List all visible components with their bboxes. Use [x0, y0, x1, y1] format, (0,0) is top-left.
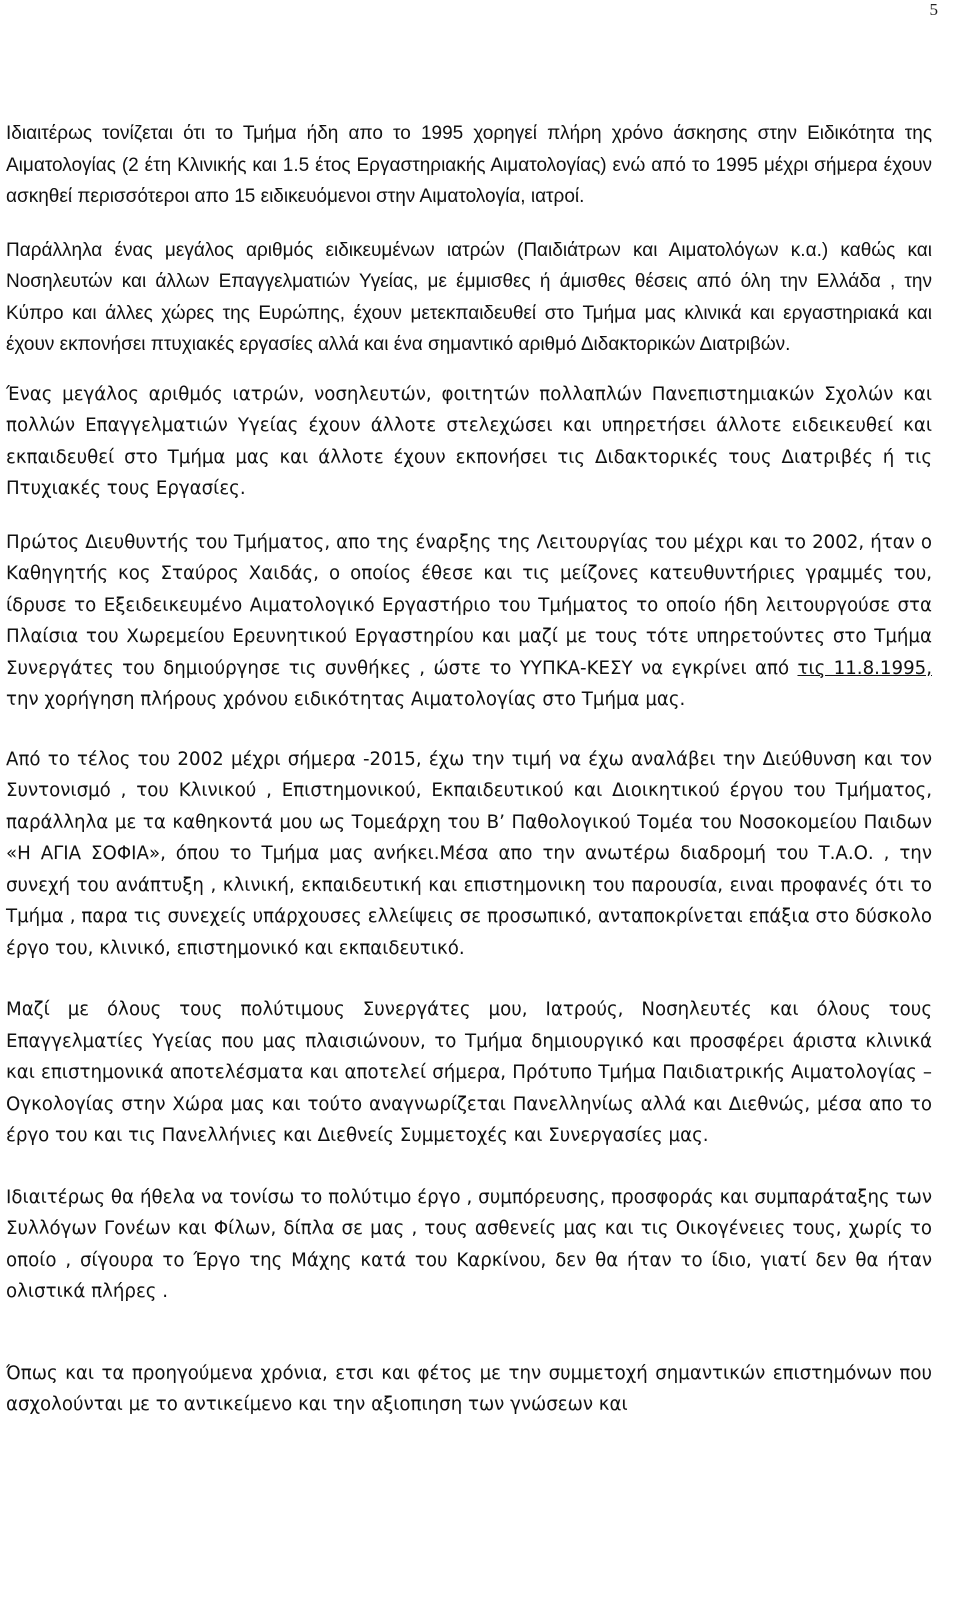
paragraph-parents-associations: Ιδιαιτέρως θα ήθελα να τονίσω το πολύτιμο έργο , συμπόρευσης, προσφοράς και συμπαράταξης των Συλλόγων Γονέων και Φίλων, δίπλα σε μας , τους ασθενείς μας και τις Οικογένειες τους, χωρίς το οποίο , σίγουρα το Έργο της Μάχης κατά του Καρκίνου, δεν θα ήταν το ίδιο, γιατί δεν θα ήταν ολιστικά πλήρες . [6, 1186, 932, 1302]
page-number: 5 [929, 0, 938, 19]
paragraph-staff-students: Ένας μεγάλος αριθμός ιατρών, νοσηλευτών, φοιτητών πολλαπλών Πανεπιστημιακών Σχολών και πολλών Επαγγελματιών Υγείας έχουν άλλοτε στελεχώσει και υπηρετήσει άλλοτε ειδεικευθεί και εκπαιδευθεί στο Τμήμα μας και άλλοτε έχουν εκπονήσει τις Διδακτορικές τους Διατριβές ή τις Πτυχιακές τους Εργασίες. [6, 383, 932, 499]
paragraph-first-director-text: Πρώτος Διευθυντής του Τμήματος, απο της έναρξης της Λειτουργίας του μέχρι και το 2002, ήταν ο Καθηγητής κος Σταύρος Χαιδάς, ο οποίος έθεσε και τις μείζονες κατευθυντήριες γραμμές του, ίδρυσε το Εξειδεικευμένο Αιματολογικό Εργαστήριο του Τμήματος το οποίο ήδη λειτουργούσε στα Πλαίσια του Χωρεμείου Ερευνητικού Εργαστηρίου και μαζί με τους τότε υπηρετούντες στο Τμήμα Συνεργάτες του δημιούργησε τις συνθήκες , ώστε το ΥΥΠΚΑ-ΚΕΣΥ να εγκρίνει από [6, 531, 932, 679]
approval-date: τις 11.8.1995, [797, 657, 932, 679]
paragraph-collaborators: Μαζί με όλους τους πολύτιμους Συνεργάτες μου, Ιατρούς, Νοσηλευτές και όλους τους Επαγγελματίες Υγείας που μας πλαισιώνουν, το Τμήμα δημιουργικό και προσφέρει άριστα κλινικά και επιστημονικά αποτελέσματα και αποτελεί σήμερα, Πρότυπο Τμήμα Παιδιατρικής Αιματολογίας –Ογκολογίας στην Χώρα μας και τούτο αναγνωρίζεται Πανελληνίως αλλά και Διεθνώς, μέσα απο το έργο του και τις Πανελλήνιες και Διεθνείς Συμμετοχές και Συνεργασίες μας. [6, 999, 932, 1146]
paragraph-this-year: Όπως και τα προηγούμενα χρόνια, ετσι και φέτος με την συμμετοχή σημαντικών επιστημόνων που ασχολούνται με το αντικείμενο και την αξιοπιηση των γνώσεων και [6, 1362, 932, 1415]
paragraph-specialists-retraining: Παράλληλα ένας μεγάλος αριθμός ειδικευμένων ιατρών (Παιδιάτρων και Αιματολόγων κ.α.) καθώς και Νοσηλευτών και άλλων Επαγγελματιών Υγείας, με έμμισθες ή άμισθες θέσεις από όλη την Ελλάδα , την Κύπρο και άλλες χώρες της Ευρώπης, έχουν μετεκπαιδευθεί στο Τμήμα μας κλινικά και εργαστηριακά και έχουν εκπονήσει πτυχιακές εργασίες αλλά και ένα σημαντικό αριθμό Διδακτορικών Διατριβών. [6, 239, 932, 355]
paragraph-training-1995: Ιδιαιτέρως τονίζεται ότι το Τμήμα ήδη απο το 1995 χορηγεί πλήρη χρόνο άσκησης στην Ειδικότητα της Αιματολογίας (2 έτη Κλινικής και 1.5 έτος Εργαστηριακής Αιματολογίας) ενώ από το 1995 μέχρι σήμερα έχουν ασκηθεί περισσότεροι απο 15 ειδικευόμενοι στην Αιματολογία, ιατροί. [6, 123, 932, 207]
paragraph-first-director-end: την χορήγηση πλήρους χρόνου ειδικότητας Αιματολογίας στο Τμήμα μας. [6, 689, 686, 710]
paragraph-first-director [6, 527, 932, 716]
paragraph-current-direction: Από το τέλος του 2002 μέχρι σήμερα -2015, έχω την τιμή να έχω αναλάβει την Διεύθυνση και τον Συντονισμό , του Κλινικού , Επιστημονικού, Εκπαιδευτικού και Διοικητικού έργου του Τμήματος, παράλληλα με τα καθηκοντά μου ως Τομεάρχη του Β’ Παθολογικού Τομέα του Νοσοκομείου Παιδων «Η ΑΓΙΑ ΣΟΦΙΑ», όπου το Τμήμα μας ανήκει.Μέσα απο την ανωτέρω διαδρομή του Τ.Α.Ο. , την συνεχή του ανάπτυξη , κλινική, εκπαιδευτική και επιστημονικη του παρουσία, ειναι προφανές ότι το Τμήμα , παρα τις συνεχείς υπάρχουσες ελλείψεις σε προσωπικό, ανταποκρίνεται επάξια στο δύσκολο έργο του, κλινικό, επιστημονικό και εκπαιδευτικό. [6, 748, 932, 959]
document-body [6, 118, 932, 1421]
